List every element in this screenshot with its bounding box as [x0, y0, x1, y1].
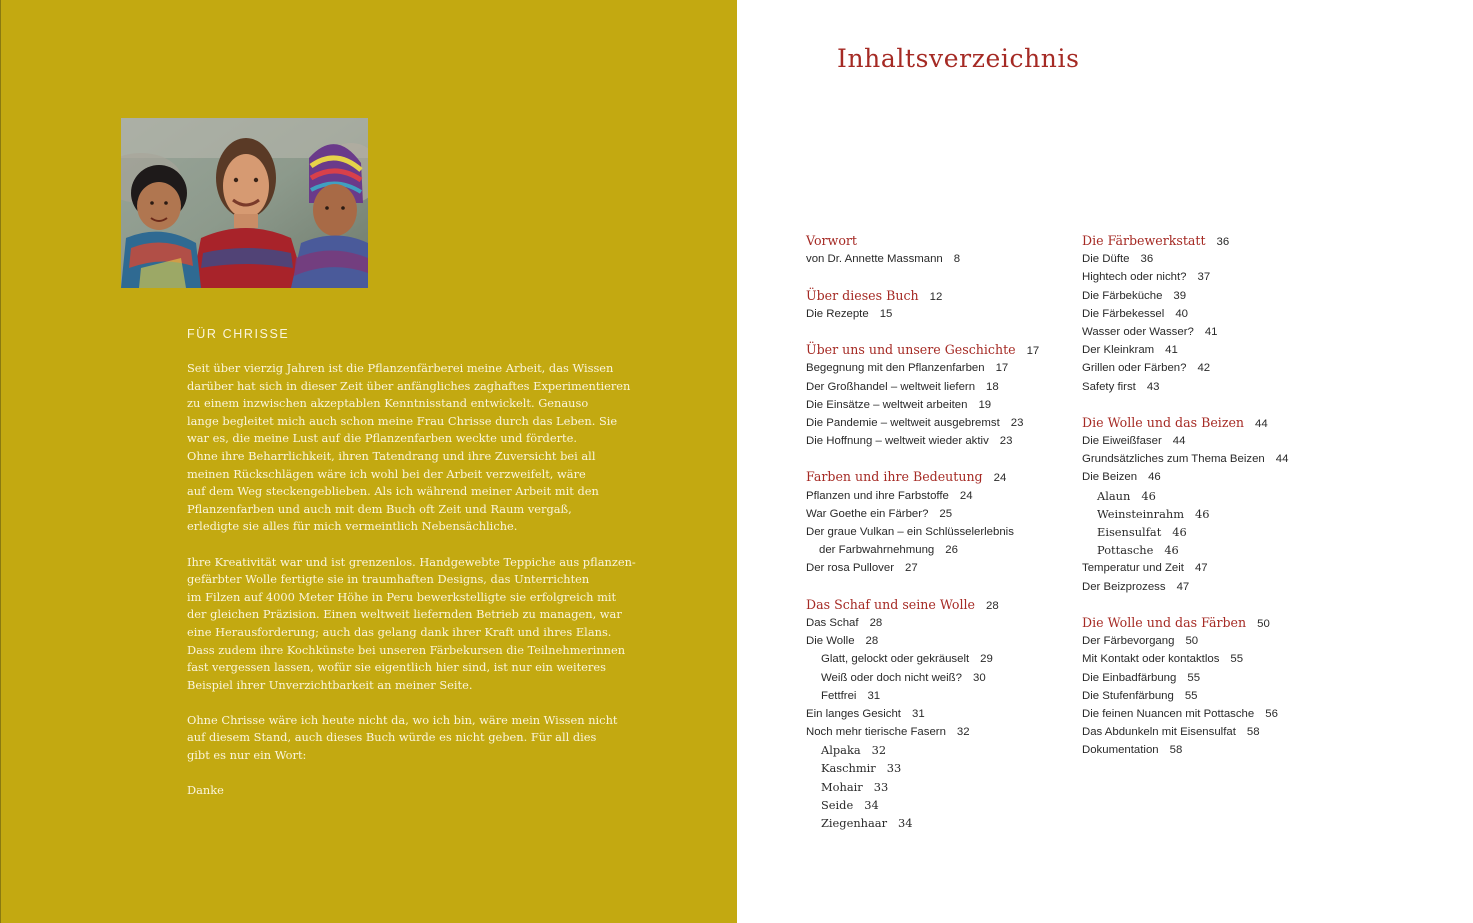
toc-entry-text: Der Färbevorgang	[1082, 635, 1175, 648]
toc-page-number: 24	[993, 472, 1007, 485]
toc-heading-text: Das Schaf und seine Wolle	[806, 596, 976, 612]
toc-page-number: 17	[1026, 345, 1040, 358]
toc-heading-text: Die Färbewerkstatt	[1082, 233, 1206, 248]
toc-entry[interactable]	[806, 796, 1076, 814]
toc-page-number: 28	[865, 635, 879, 648]
toc-page-number: 33	[873, 779, 889, 794]
toc-entry[interactable]	[806, 814, 1076, 832]
toc-page-number: 31	[911, 707, 925, 720]
toc-entry[interactable]	[1082, 378, 1352, 396]
dedication-paragraph	[187, 554, 636, 695]
toc-entry-text: Noch mehr tierische Fasern	[806, 726, 946, 739]
toc-page-number: 25	[939, 507, 953, 520]
toc-page-number: 33	[886, 761, 902, 776]
toc-section	[1082, 614, 1352, 760]
toc-entry-text: von Dr. Annette Massmann	[806, 253, 943, 266]
toc-page-number: 8	[953, 253, 961, 266]
dedication-line: gibt es nur ein Wort:	[187, 748, 307, 763]
toc-page-number: 18	[986, 380, 999, 393]
toc-entry-text: Der rosa Pullover	[806, 562, 894, 575]
toc-page-number: 36	[1140, 253, 1154, 266]
toc-entry[interactable]	[806, 378, 1076, 396]
dedication-line: Beispiel ihrer Unverzichtbarkeit an meiner Seite.	[187, 677, 473, 692]
toc-heading-text: Vorwort	[806, 233, 857, 248]
toc-page-number: 55	[1187, 671, 1201, 684]
toc-entry-text: Grillen oder Färben?	[1082, 362, 1187, 375]
toc-entry-text: Begegnung mit den Pflanzenfarben	[806, 362, 985, 375]
toc-entry-text: Die Pandemie – weltweit ausgebremst	[806, 416, 1000, 429]
toc-entry-text: Die Hoffnung – weltweit wieder aktiv	[806, 435, 989, 448]
toc-page-number: 26	[945, 544, 958, 557]
toc-page-number: 44	[1172, 435, 1186, 448]
toc-page-number: 37	[1197, 271, 1211, 284]
toc-entry-text: War Goethe ein Färber?	[806, 507, 929, 520]
toc-page-number: 28	[986, 599, 999, 612]
toc-section	[806, 468, 1076, 577]
toc-heading-text: Farben und ihre Bedeutung	[806, 469, 983, 485]
toc-entry-text: Dokumentation	[1082, 744, 1159, 757]
toc-entry[interactable]	[806, 359, 1076, 377]
toc-page-number: 46	[1164, 543, 1179, 558]
toc-entry-text: Mit Kontakt oder kontaktlos	[1082, 653, 1220, 666]
dedication-line: lange begleitet mich auch schon meine Frau Chrisse durch das Leben. Sie	[187, 413, 618, 428]
photo-image	[121, 118, 368, 288]
toc-entry[interactable]	[806, 541, 1076, 559]
toc-entry-text: Der Großhandel – weltweit liefern	[806, 380, 976, 393]
family-photo	[121, 118, 368, 288]
toc-entry-text: Die Färbekessel	[1082, 307, 1165, 320]
dedication-line: zu einem inzwischen akzeptablen Kenntnisstand entwickelt. Genauso	[187, 396, 589, 411]
toc-page-number: 46	[1148, 471, 1161, 484]
toc-page-number: 46	[1195, 506, 1210, 521]
toc-entry[interactable]	[1082, 487, 1352, 505]
toc-entry[interactable]	[1082, 705, 1352, 723]
toc-page-number: 19	[978, 398, 992, 411]
toc-page-number: 55	[1230, 653, 1244, 666]
toc-page-number: 17	[995, 362, 1009, 375]
toc-entry[interactable]	[806, 487, 1076, 505]
dedication-line: meinen Rückschlägen wäre ich wohl bei der Arbeit verzweifelt, wäre	[187, 466, 586, 481]
toc-page-number: 47	[1194, 562, 1208, 575]
toc-entry[interactable]	[806, 778, 1076, 796]
toc-entry[interactable]	[1082, 305, 1352, 323]
toc-entry-text: Die Beizen	[1082, 471, 1138, 484]
toc-page-number: 29	[980, 653, 993, 666]
toc-entry-text: der Farbwahrnehmung	[819, 544, 935, 557]
dedication-paragraph	[187, 782, 627, 800]
toc-entry[interactable]	[806, 741, 1076, 759]
toc-page-number: 58	[1169, 744, 1183, 757]
toc-page-number: 43	[1146, 380, 1160, 393]
toc-entry-text: Pflanzen und ihre Farbstoffe	[806, 489, 949, 502]
toc-page-number: 40	[1175, 307, 1188, 320]
toc-entry[interactable]	[1082, 578, 1352, 596]
toc-page-number: 23	[999, 435, 1013, 448]
toc-entry[interactable]	[1082, 505, 1352, 523]
toc-entry[interactable]	[1082, 650, 1352, 668]
toc-page-number: 44	[1255, 417, 1268, 430]
toc-entry-text: Die Einbadfärbung	[1082, 671, 1177, 684]
dedication-line: Ohne Chrisse wäre ich heute nicht da, wo ich bin, wäre mein Wissen nicht	[187, 712, 618, 727]
toc-heading-text: Über dieses Buch	[806, 287, 919, 303]
toc-section-heading[interactable]	[806, 341, 1076, 359]
toc-section-heading[interactable]	[806, 596, 1076, 614]
toc-title: Inhaltsverzeichnis	[837, 44, 1080, 73]
toc-section-heading[interactable]	[806, 287, 1076, 305]
toc-section-heading[interactable]	[1082, 232, 1352, 250]
toc-entry-text: Die Einsätze – weltweit arbeiten	[806, 398, 968, 411]
toc-heading-text: Über uns und unsere Geschichte	[806, 342, 1016, 358]
toc-section-heading[interactable]	[806, 232, 1076, 250]
toc-entry[interactable]	[806, 559, 1076, 577]
toc-entry-text: Alaun	[1097, 488, 1131, 503]
toc-entry-text: Das Schaf	[806, 616, 859, 629]
toc-entry-text: Die Düfte	[1082, 253, 1130, 266]
toc-section-heading[interactable]	[806, 468, 1076, 486]
toc-entry[interactable]	[1082, 432, 1352, 450]
dedication-line: Ohne ihre Beharrlichkeit, ihren Tatendrang und ihre Zuversicht bei all	[187, 448, 596, 463]
toc-page-number: 32	[956, 726, 970, 739]
toc-entry[interactable]	[1082, 287, 1352, 305]
dedication-line: gefärbter Wolle fertigte sie in traumhaften Designs, das Unterrichten	[187, 572, 590, 587]
dedication-paragraph	[187, 712, 627, 765]
toc-entry[interactable]	[806, 523, 1076, 541]
toc-entry[interactable]	[806, 414, 1076, 432]
toc-page-number: 31	[867, 689, 881, 702]
toc-page-number: 58	[1246, 726, 1260, 739]
toc-entry-text: Der Beizprozess	[1082, 580, 1166, 593]
toc-entry-text: Wasser oder Wasser?	[1082, 325, 1194, 338]
toc-entry-text: Seide	[821, 797, 854, 812]
toc-entry[interactable]	[1082, 523, 1352, 541]
toc-entry-text: Temperatur und Zeit	[1082, 562, 1184, 575]
toc-entry-text: Safety first	[1082, 380, 1136, 393]
toc-entry-text: Ein langes Gesicht	[806, 707, 901, 720]
toc-page-number: 23	[1010, 416, 1024, 429]
toc-entry-text: Die feinen Nuancen mit Pottasche	[1082, 707, 1255, 720]
toc-section	[806, 341, 1076, 450]
toc-entry-text: Eisensulfat	[1097, 525, 1162, 539]
toc-page-number: 50	[1185, 635, 1199, 648]
toc-entry-text: Die Färbeküche	[1082, 289, 1163, 302]
toc-entry-text: Die Eiweißfaser	[1082, 435, 1162, 448]
toc-page-number: 44	[1275, 453, 1289, 466]
dedication-line: war es, die meine Lust auf die Pflanzenfarben weckte und förderte.	[187, 431, 577, 446]
toc-column-left	[806, 232, 1076, 850]
toc-entry[interactable]	[1082, 359, 1352, 377]
toc-entry[interactable]	[1082, 268, 1352, 286]
dedication-line: darüber hat sich in dieser Zeit über anfängliches zaghaftes Experimentieren	[187, 378, 631, 393]
toc-entry[interactable]	[806, 705, 1076, 723]
toc-entry[interactable]	[806, 759, 1076, 777]
toc-section	[1082, 414, 1352, 596]
toc-entry-text: Fettfrei	[821, 689, 857, 702]
dedication-line: auf dem Weg steckengeblieben. Als ich während meiner Arbeit mit den	[187, 484, 599, 499]
toc-page-number: 30	[972, 671, 986, 684]
toc-page-number: 12	[929, 290, 943, 303]
toc-heading-text: Die Wolle und das Färben	[1082, 614, 1247, 630]
dedication-heading: FÜR CHRISSE	[187, 327, 290, 341]
toc-page-number: 50	[1257, 617, 1270, 630]
dedication-line: fast vergessen lassen, wofür sie eigentlich hier sind, ist nur ein weiteres	[187, 660, 606, 675]
toc-entry-text: Weiß oder doch nicht weiß?	[821, 671, 962, 684]
dedication-line: der gleichen Präzision. Einen weltweit liefernden Betrieb zu managen, war	[187, 607, 622, 622]
dedication-line: auf diesem Stand, auch dieses Buch würde es nicht geben. Für all dies	[187, 730, 597, 745]
toc-page-number: 46	[1172, 525, 1187, 539]
right-page	[737, 0, 1473, 923]
toc-entry-text: Kaschmir	[821, 761, 876, 776]
dedication-text	[187, 360, 636, 817]
toc-entry[interactable]	[1082, 250, 1352, 268]
toc-section	[1082, 232, 1352, 396]
toc-entry[interactable]	[806, 396, 1076, 414]
toc-page-number: 27	[905, 562, 918, 575]
toc-page-number: 41	[1204, 325, 1218, 338]
toc-entry[interactable]	[1082, 687, 1352, 705]
toc-entry-text: Alpaka	[821, 743, 861, 758]
toc-section	[806, 596, 1076, 832]
toc-entry[interactable]	[1082, 468, 1352, 486]
toc-entry-text: Ziegenhaar	[821, 816, 888, 830]
toc-entry-text: Die Stufenfärbung	[1082, 689, 1174, 702]
toc-entry[interactable]	[806, 614, 1076, 632]
toc-entry[interactable]	[1082, 559, 1352, 577]
toc-section-heading[interactable]	[1082, 614, 1352, 632]
toc-page-number: 32	[871, 743, 887, 758]
toc-entry[interactable]	[806, 305, 1076, 323]
dedication-paragraph	[187, 360, 631, 536]
dedication-line: im Filzen auf 4000 Meter Höhe in Peru bewerkstelligte sie erfolgreich mit	[187, 589, 617, 604]
toc-entry[interactable]	[1082, 632, 1352, 650]
toc-entry-text: Mohair	[821, 779, 863, 794]
toc-entry[interactable]	[806, 687, 1076, 705]
toc-entry-text: Weinsteinrahm	[1097, 506, 1185, 521]
toc-entry-text: Pottasche	[1097, 543, 1154, 558]
toc-page-number: 34	[898, 816, 913, 830]
toc-entry-text: Glatt, gelockt oder gekräuselt	[821, 653, 970, 666]
toc-section	[806, 232, 1076, 268]
toc-page-number: 41	[1165, 344, 1178, 357]
toc-entry[interactable]	[806, 632, 1076, 650]
toc-entry[interactable]	[1082, 541, 1352, 559]
toc-entry-text: Hightech oder nicht?	[1082, 271, 1187, 284]
toc-entry-text: Die Wolle	[806, 635, 855, 648]
toc-entry-text: Grundsätzliches zum Thema Beizen	[1082, 453, 1265, 466]
toc-entry[interactable]	[1082, 450, 1352, 468]
toc-page-number: 15	[879, 307, 893, 320]
toc-page-number: 36	[1216, 236, 1230, 248]
toc-page-number: 42	[1197, 362, 1211, 375]
dedication-line: Danke	[187, 783, 224, 798]
dedication-line: Seit über vierzig Jahren ist die Pflanzenfärberei meine Arbeit, das Wissen	[187, 361, 614, 375]
toc-entry-text: Das Abdunkeln mit Eisensulfat	[1082, 726, 1236, 739]
toc-page-number: 46	[1141, 488, 1156, 503]
toc-entry[interactable]	[1082, 741, 1352, 759]
toc-section	[806, 287, 1076, 323]
dedication-line: Dass zudem ihre Kochkünste bei unseren Färbekursen die Teilnehmerinnen	[187, 642, 626, 657]
toc-page-number: 34	[864, 797, 879, 812]
toc-page-number: 39	[1173, 289, 1187, 302]
toc-entry[interactable]	[1082, 723, 1352, 741]
toc-heading-text: Die Wolle und das Beizen	[1082, 414, 1245, 430]
toc-page-number: 47	[1176, 580, 1190, 593]
toc-entry[interactable]	[1082, 323, 1352, 341]
toc-entry[interactable]	[806, 650, 1076, 668]
toc-page-number: 55	[1184, 689, 1198, 702]
toc-entry-text: Der Kleinkram	[1082, 344, 1155, 357]
toc-column-right	[1082, 232, 1352, 778]
toc-page-number: 56	[1265, 707, 1278, 720]
toc-page-number: 28	[869, 616, 883, 629]
toc-entry-text: Der graue Vulkan – ein Schlüsselerlebnis	[806, 526, 1014, 538]
toc-entry[interactable]	[806, 250, 1076, 268]
toc-entry[interactable]	[806, 505, 1076, 523]
toc-entry[interactable]	[1082, 669, 1352, 687]
toc-page-number: 24	[959, 489, 973, 502]
toc-entry[interactable]	[806, 669, 1076, 687]
toc-entry-text: Die Rezepte	[806, 307, 869, 320]
toc-entry[interactable]	[1082, 341, 1352, 359]
dedication-line: Pflanzenfarben und auch mit dem Buch oft Zeit und Raum vergaß,	[187, 501, 572, 516]
toc-entry[interactable]	[806, 432, 1076, 450]
toc-section-heading[interactable]	[1082, 414, 1352, 432]
dedication-line: eine Herausforderung; auch das gelang dank ihrer Kraft und ihres Elans.	[187, 624, 612, 639]
dedication-line: erledigte sie alles für mich vermeintlich Nebensächliche.	[187, 519, 518, 534]
toc-entry[interactable]	[806, 723, 1076, 741]
dedication-line: Ihre Kreativität war und ist grenzenlos. Handgewebte Teppiche aus pflanzen-	[187, 554, 636, 569]
